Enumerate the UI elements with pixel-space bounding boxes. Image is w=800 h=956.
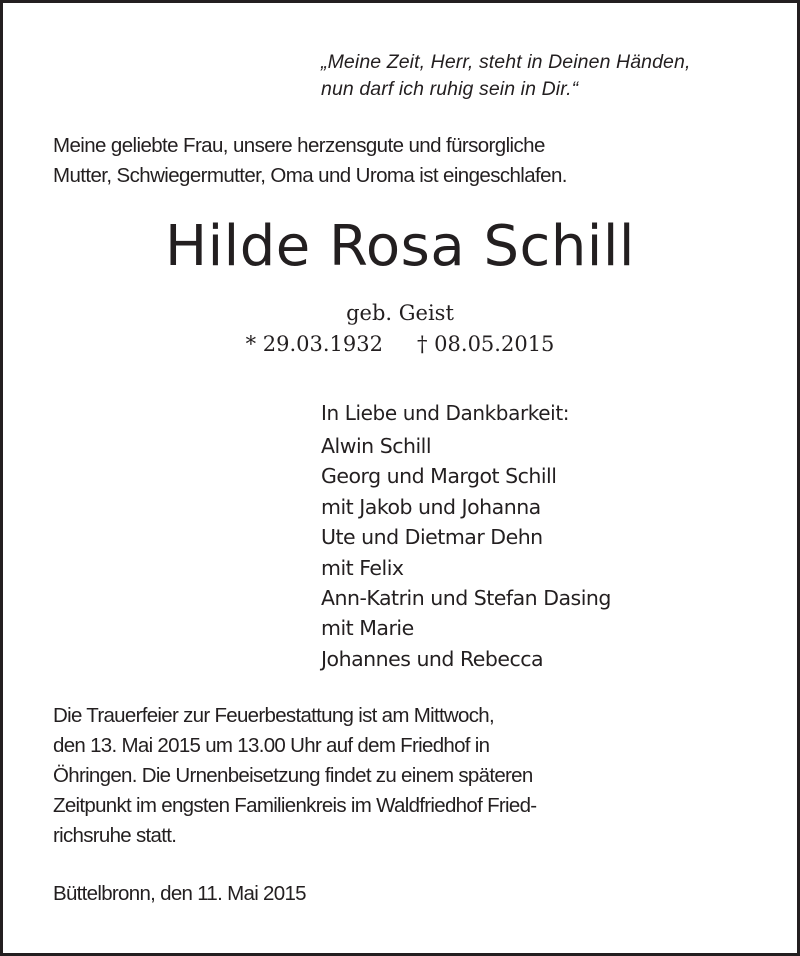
quote-line: „Meine Zeit, Herr, steht in Deinen Händen,: [321, 51, 691, 73]
mourner-entry: Ute und Dietmar Dehn: [321, 525, 543, 550]
intro-line: Meine geliebte Frau, unsere herzensgute und fürsorgliche: [53, 134, 545, 157]
bible-quote: [321, 49, 690, 103]
mourner-entry: Johannes und Rebecca: [321, 646, 544, 671]
mourner-entry: mit Felix: [321, 555, 404, 580]
mourner-entry: Ann-Katrin und Stefan Dasing: [321, 586, 611, 611]
birth-date: * 29.03.1932: [245, 332, 383, 356]
funeral-line: richsruhe statt.: [53, 824, 177, 847]
mourners-heading: In Liebe und Dankbarkeit:: [321, 401, 570, 425]
death-date: † 08.05.2015: [417, 332, 555, 356]
funeral-line: Zeitpunkt im engsten Familienkreis im Waldfriedhof Fried-: [53, 794, 537, 817]
mourner-entry: Georg und Margot Schill: [321, 464, 557, 489]
mourners-list: [321, 431, 611, 674]
funeral-info: [53, 701, 536, 851]
intro-text: [53, 131, 567, 191]
funeral-line: Öhringen. Die Urnenbeisetzung findet zu einem späteren: [53, 764, 533, 787]
place-and-date: Büttelbronn, den 11. Mai 2015: [53, 882, 306, 905]
mourner-entry: mit Jakob und Johanna: [321, 494, 541, 519]
life-dates: [3, 330, 797, 358]
quote-line: nun darf ich ruhig sein in Dir.“: [321, 78, 579, 100]
funeral-line: Die Trauerfeier zur Feuerbestattung ist am Mittwoch,: [53, 704, 494, 727]
funeral-line: den 13. Mai 2015 um 13.00 Uhr auf dem Friedhof in: [53, 734, 490, 757]
deceased-name: Hilde Rosa Schill: [165, 214, 635, 279]
mourner-entry: Alwin Schill: [321, 434, 432, 458]
maiden-name: geb. Geist: [346, 301, 454, 325]
mourner-entry: mit Marie: [321, 616, 414, 641]
intro-line: Mutter, Schwiegermutter, Oma und Uroma ist eingeschlafen.: [53, 164, 567, 187]
